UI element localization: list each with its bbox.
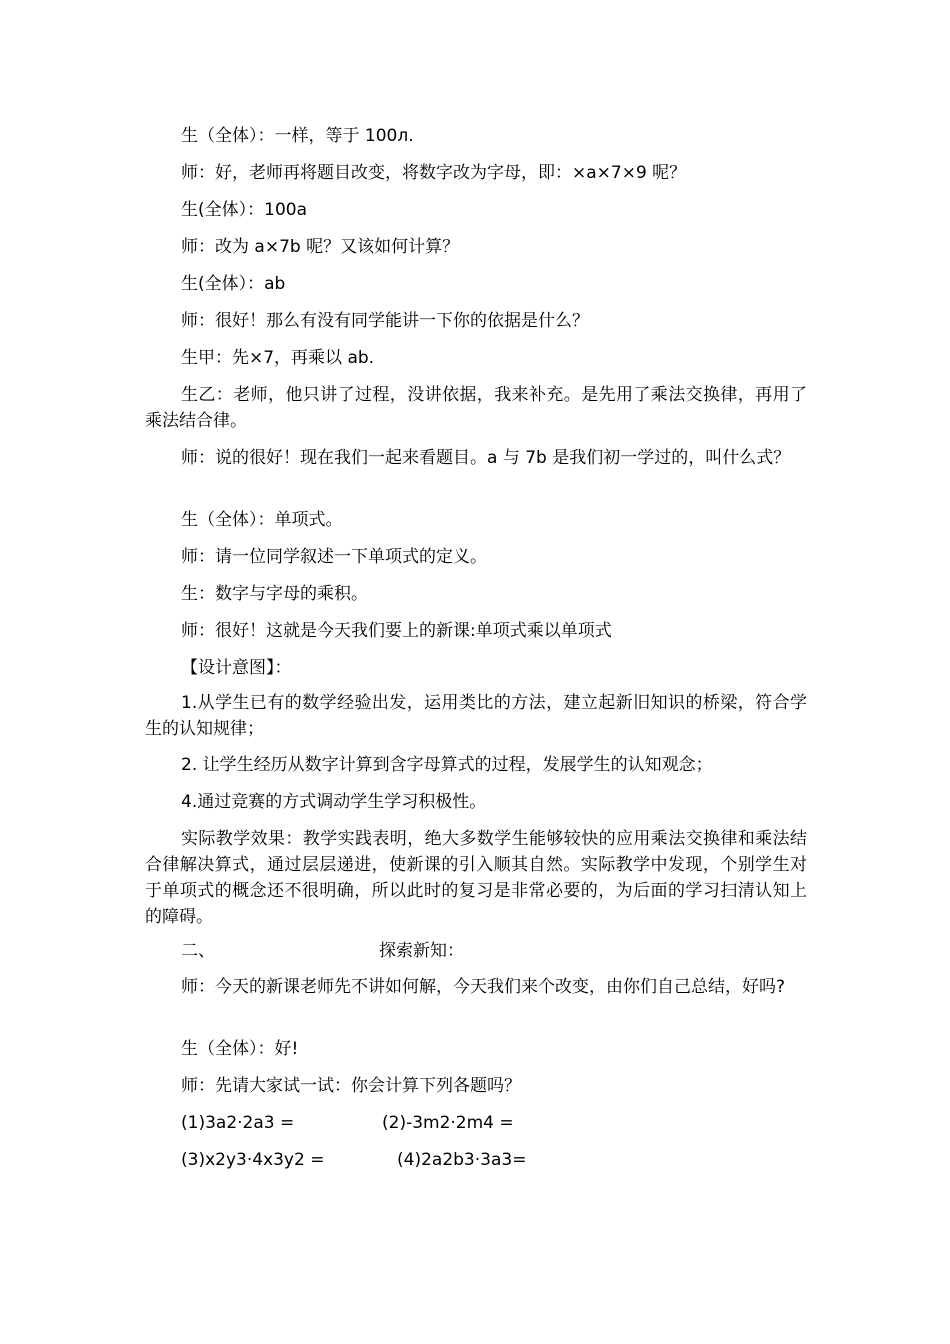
dialogue-line: 师：很好！那么有没有同学能讲一下你的依据是什么？: [181, 311, 589, 331]
dialogue-line: 生甲：先×7，再乘以 ab.: [181, 348, 375, 368]
intent-item: 4.通过竞赛的方式调动学生学习积极性。: [181, 792, 487, 812]
dialogue-line: 师：说的很好！现在我们一起来看题目。a 与 7b 是我们初一学过的，叫什么式？: [181, 448, 791, 468]
dialogue-line: 师：请一位同学叙述一下单项式的定义。: [181, 547, 487, 567]
dialogue-line: 师：先请大家试一试：你会计算下列各题吗？: [181, 1076, 521, 1096]
design-intent-heading: 【设计意图】：: [181, 658, 292, 678]
exercise-item: (3)x2y3·4x3y2 =: [181, 1150, 325, 1170]
dialogue-line: 师：好，老师再将题目改变，将数字改为字母，即：×a×7×9 呢？: [181, 163, 687, 183]
dialogue-line: 生乙：老师，他只讲了过程，没讲依据，我来补充。是先用了乘法交换律，再用了乘法结合律。: [145, 385, 807, 431]
exercise-item: (2)-3m2·2m4 =: [382, 1113, 514, 1133]
dialogue-line: 师：很好！这就是今天我们要上的新课:单项式乘以单项式: [181, 621, 612, 641]
intent-item: 1.从学生已有的数学经验出发，运用类比的方法，建立起新旧知识的桥梁，符合学生的认知规律；: [145, 693, 807, 739]
dialogue-line: 生：数字与字母的乘积。: [181, 584, 368, 604]
teaching-effect-paragraph: 实际教学效果：教学实践表明，绝大多数学生能够较快的应用乘法交换律和乘法结合律解决算式，通过层层递进，使新课的引入顺其自然。实际教学中发现，个别学生对于单项式的概念还不很明确，所以此时的复习是非常必要的，为后面的学习扫清认知上的障碍。: [145, 829, 807, 927]
exercise-item: (4)2a2b3·3a3=: [397, 1150, 527, 1170]
dialogue-line: 生（全体）：好!: [181, 1039, 299, 1059]
dialogue-line: 生（全体）：一样，等于 100л.: [181, 126, 414, 146]
exercise-item: (1)3a2·2a3 =: [181, 1113, 295, 1133]
dialogue-line: 生(全体）：ab: [181, 274, 286, 294]
dialogue-line: 师：改为 a×7b 呢？又该如何计算？: [181, 237, 460, 257]
dialogue-line: 生(全体）：100a: [181, 200, 307, 220]
intent-item: 2. 让学生经历从数字计算到含字母算式的过程，发展学生的认知观念；: [181, 755, 713, 775]
section-number: 二、: [181, 941, 215, 961]
section-title: 探索新知：: [379, 941, 464, 961]
dialogue-line: 生（全体）：单项式。: [181, 510, 343, 530]
dialogue-line: 师：今天的新课老师先不讲如何解，今天我们来个改变，由你们自己总结，好吗?: [181, 977, 786, 997]
